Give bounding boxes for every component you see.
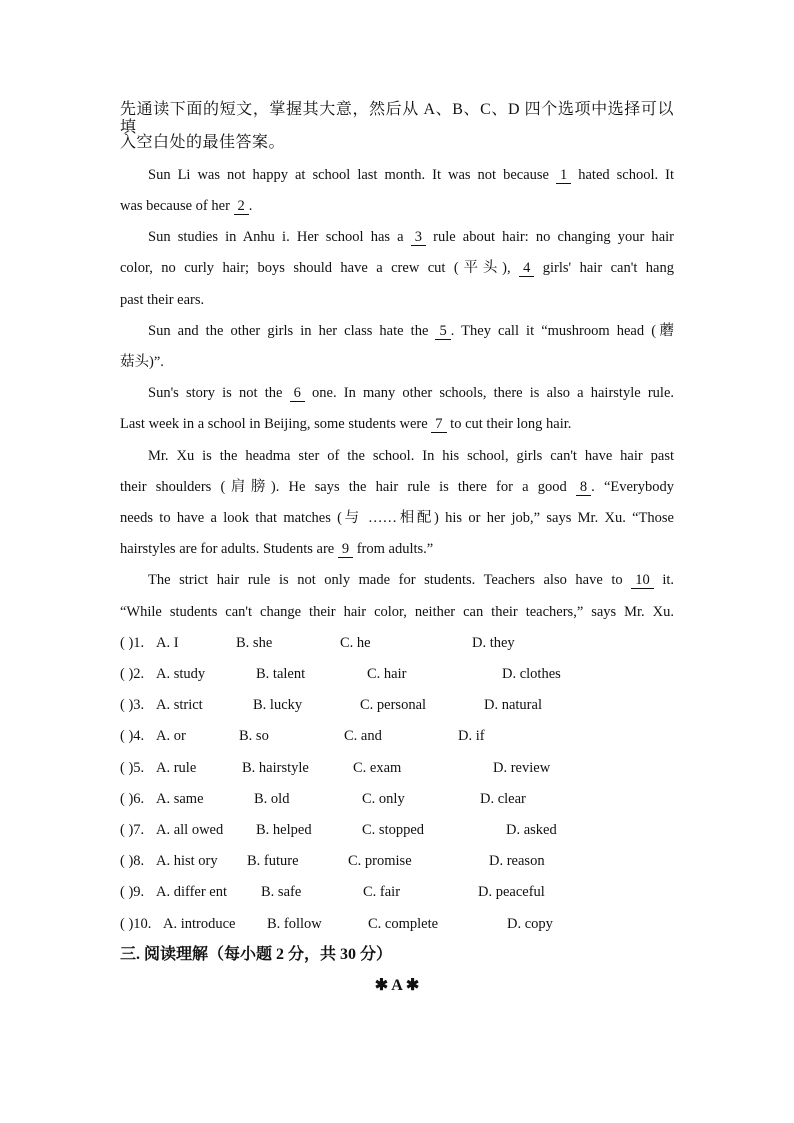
option-d: D. they — [472, 635, 515, 651]
option-d: D. clothes — [502, 666, 561, 682]
passage-line — [120, 415, 571, 433]
option-c: C. exam — [353, 760, 402, 776]
passage-line — [148, 228, 674, 246]
option-c: C. hair — [367, 666, 407, 682]
blank-2: 2 — [234, 198, 249, 215]
question-number: ( )2. — [120, 666, 145, 682]
passage-text: hated school. It — [571, 167, 674, 183]
passage-text: Sun and the other girls in her class hate the — [148, 323, 436, 339]
option-b: B. lucky — [253, 697, 303, 713]
passage-text: Sun's story is not the — [148, 385, 290, 401]
option-c: C. personal — [360, 697, 427, 713]
option-a: A. strict — [156, 697, 203, 713]
passage-line: Mr. Xu is the headma ster of the school. In his school, girls can't have hair past — [148, 448, 674, 464]
passage-text: rule about hair: no changing your hair — [425, 229, 674, 245]
passage-line: past their ears. — [120, 292, 205, 308]
option-a: A. introduce — [163, 916, 236, 932]
passage-text: one. In many other schools, there is also a hairstyle rule. — [304, 385, 675, 401]
passage-text: from adults.” — [353, 541, 434, 557]
instruction-line-1: 先通读下面的短文，掌握其大意，然后从 A、B、C、D 四个选项中选择可以填 — [120, 101, 674, 136]
question-number: ( )9. — [120, 884, 145, 900]
passage-text: The strict hair rule is not only made for students. Teachers also have to — [148, 572, 632, 588]
passage-text: color, no curly hair; boys should have a crew cut (平头), — [120, 260, 520, 276]
passage-line — [120, 259, 674, 277]
passage-text: girls' hair can't hang — [534, 260, 674, 276]
question-number: ( )5. — [120, 760, 145, 776]
option-c: C. promise — [348, 853, 412, 869]
blank-8: 8 — [576, 479, 591, 496]
section-heading: 三. 阅读理解（每小题 2 分，共 30 分） — [120, 946, 393, 963]
option-d: D. reason — [489, 853, 545, 869]
passage-text: it. — [653, 572, 674, 588]
option-a: A. study — [156, 666, 206, 682]
option-c: C. fair — [363, 884, 401, 900]
blank-6: 6 — [290, 385, 305, 402]
option-c: C. complete — [368, 916, 439, 932]
question-number: ( )6. — [120, 791, 145, 807]
passage-line: “While students can't change their hair color, neither can their teachers,” says Mr. Xu. — [120, 604, 674, 620]
passage-line — [120, 197, 252, 215]
passage-line — [120, 478, 674, 496]
blank-4: 4 — [519, 260, 534, 277]
option-d: D. copy — [507, 916, 553, 932]
option-a: A. hist ory — [156, 853, 218, 869]
blank-10: 10 — [631, 572, 654, 589]
option-d: D. clear — [480, 791, 526, 807]
option-c: C. he — [340, 635, 371, 651]
passage-line — [148, 166, 674, 184]
option-d: D. if — [458, 728, 485, 744]
option-d: D. natural — [484, 697, 542, 713]
passage-line — [120, 540, 433, 558]
option-a: A. all owed — [156, 822, 224, 838]
option-b: B. so — [239, 728, 269, 744]
question-number: ( )8. — [120, 853, 145, 869]
instruction-line-2: 入空白处的最佳答案。 — [120, 134, 286, 151]
passage-text: their shoulders (肩膀). He says the hair rule is there for a good — [120, 479, 576, 495]
option-a: A. or — [156, 728, 186, 744]
option-b: B. helped — [256, 822, 312, 838]
option-a: A. differ ent — [156, 884, 227, 900]
question-number: ( )3. — [120, 697, 145, 713]
option-c: C. stopped — [362, 822, 425, 838]
passage-text: was because of her — [120, 198, 234, 214]
passage-text: hairstyles are for adults. Students are — [120, 541, 338, 557]
passage-text: Last week in a school in Beijing, some students were — [120, 416, 432, 432]
passage-line: needs to have a look that matches (与 ……相配) his or her job,” says Mr. Xu. “Those — [120, 510, 674, 526]
option-d: D. peaceful — [478, 884, 545, 900]
passage-line — [148, 384, 674, 402]
option-b: B. follow — [267, 916, 322, 932]
option-b: B. future — [247, 853, 299, 869]
passage-text: . — [248, 198, 253, 214]
passage-text: to cut their long hair. — [446, 416, 572, 432]
option-a: A. I — [156, 635, 179, 651]
section-subtitle: ✱ A ✱ — [374, 977, 420, 994]
passage-text: Sun studies in Anhu i. Her school has a — [148, 229, 411, 245]
option-d: D. asked — [506, 822, 557, 838]
passage-line — [148, 322, 674, 340]
option-c: C. and — [344, 728, 382, 744]
option-a: A. rule — [156, 760, 197, 776]
passage-line — [148, 571, 674, 589]
question-number: ( )10. — [120, 916, 152, 932]
option-a: A. same — [156, 791, 204, 807]
blank-9: 9 — [338, 541, 353, 558]
option-b: B. old — [254, 791, 290, 807]
option-b: B. safe — [261, 884, 302, 900]
question-number: ( )1. — [120, 635, 145, 651]
blank-5: 5 — [435, 323, 450, 340]
option-b: B. she — [236, 635, 273, 651]
passage-text: . They call it “mushroom head (蘑 — [450, 323, 674, 339]
blank-1: 1 — [556, 167, 571, 184]
option-d: D. review — [493, 760, 551, 776]
passage-text: . “Everybody — [591, 479, 675, 495]
option-c: C. only — [362, 791, 405, 807]
question-number: ( )4. — [120, 728, 145, 744]
option-b: B. hairstyle — [242, 760, 309, 776]
passage-text: Sun Li was not happy at school last month. It was not because — [148, 167, 556, 183]
question-number: ( )7. — [120, 822, 145, 838]
option-b: B. talent — [256, 666, 306, 682]
passage-line: 菇头)”. — [120, 354, 164, 370]
blank-3: 3 — [411, 229, 426, 246]
blank-7: 7 — [431, 416, 446, 433]
